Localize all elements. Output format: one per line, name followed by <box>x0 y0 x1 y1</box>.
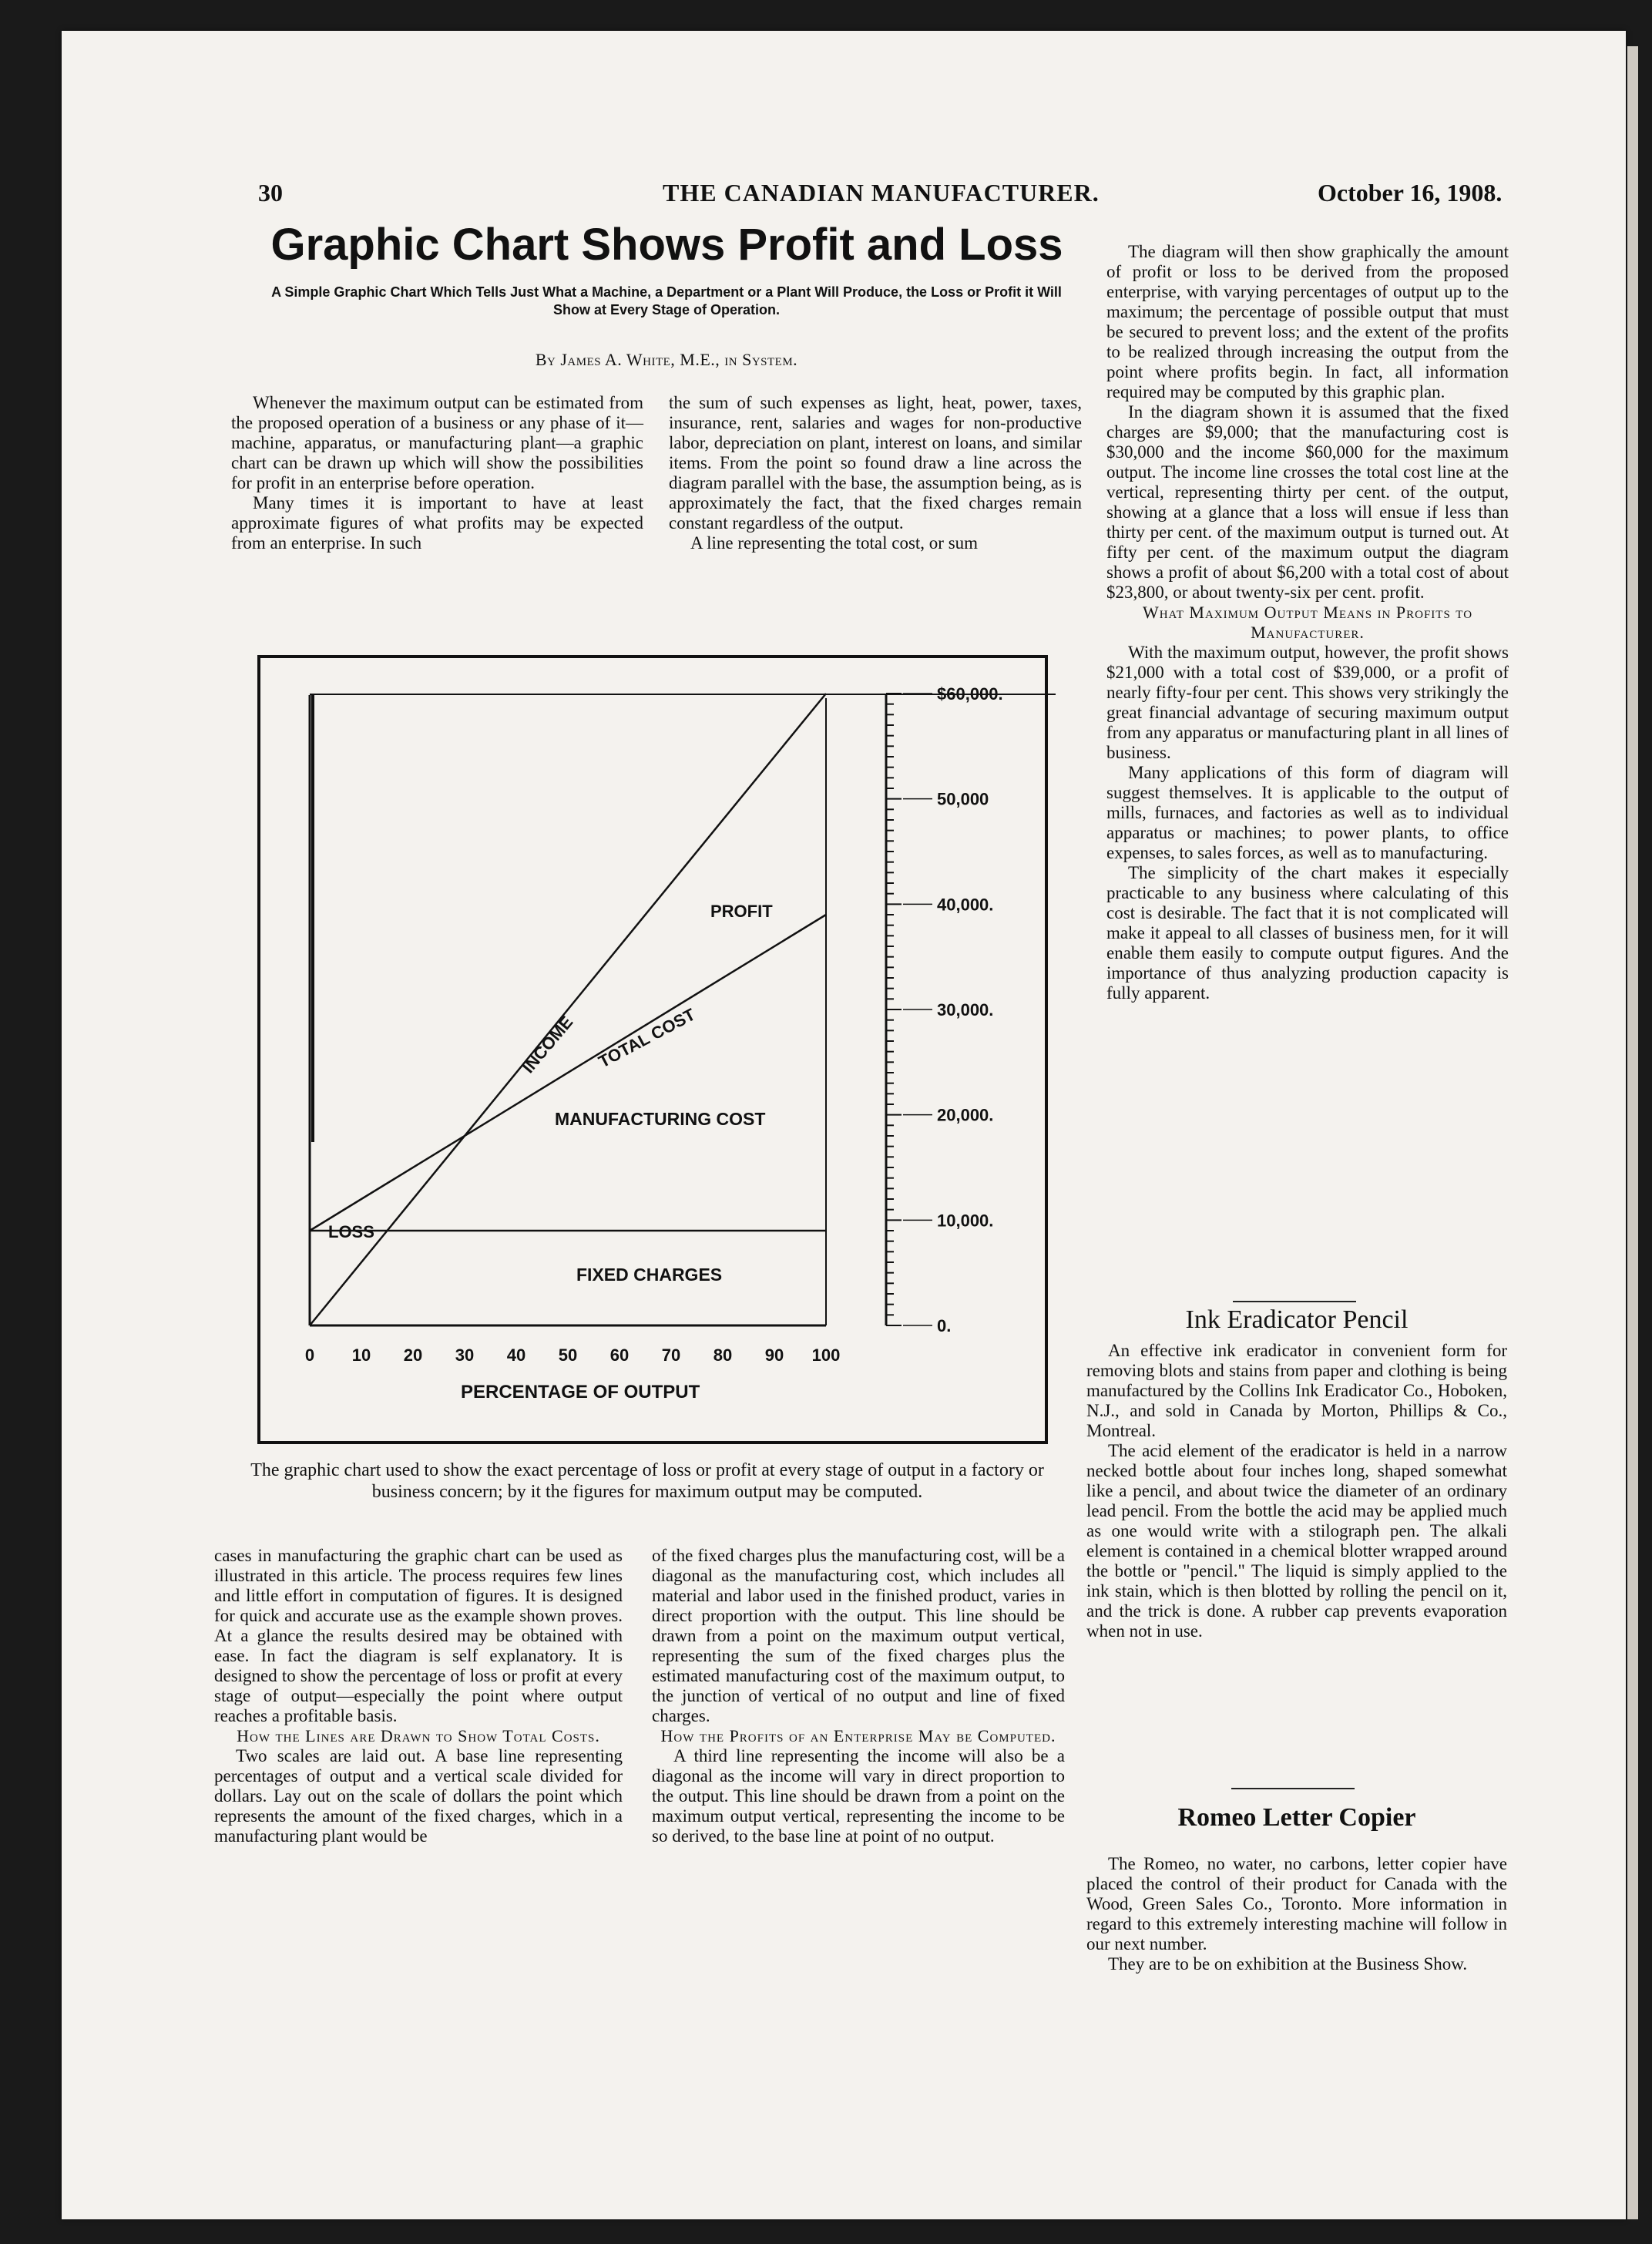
article-byline: By James A. White, M.E., in System. <box>535 350 798 369</box>
x-tick-label: 10 <box>351 1345 371 1365</box>
page-number: 30 <box>258 179 283 207</box>
ink-article-title: Ink Eradicator Pencil <box>1185 1305 1409 1334</box>
y-tick-label: 30,000. <box>937 1000 994 1020</box>
x-tick-label: 0 <box>304 1345 315 1365</box>
y-tick-label: 40,000. <box>937 895 994 915</box>
section-divider <box>1233 1301 1356 1302</box>
section-subhead: How the Lines are Drawn to Show Total Costs. <box>237 1726 600 1745</box>
paragraph: cases in manufacturing the graphic chart can be used as illustrated in this article. The process requires few lines and little effort in computation of figures. It is designed for quick and accurate use as the example shown proves. At a glance the results desired may be obtained with ease. In fact the diagram is self explanatory. It is designed to show the percentage of loss or profit at every stage of output—especially the point where output reaches a profitable basis. <box>214 1546 623 1725</box>
series-label-total-cost: TOTAL COST <box>595 1004 699 1072</box>
paragraph: Two scales are laid out. A base line representing percentages of output and a vertical scale divided for dollars. Lay out on the scale of dollars the point which represents the amount of the fixed charges, which in a manufacturing plant would be <box>214 1746 623 1846</box>
y-tick-label: 10,000. <box>937 1211 994 1231</box>
x-tick-label: 80 <box>713 1345 733 1365</box>
x-tick-label: 40 <box>506 1345 526 1365</box>
column-4 <box>214 1546 623 1846</box>
region-label-loss: LOSS <box>328 1222 374 1241</box>
page-edge <box>1627 46 1638 2219</box>
paragraph: The acid element of the eradicator is held in a narrow necked bottle about four inches long, shaped somewhat like a pencil, and about twice the diameter of an ordinary lead pencil. From the bottle the acid may be applied much as one would write with a stilograph pen. The alkali element is contained in a chemical blotter wrapped around the bottle or "pencil." The liquid is simply applied to the ink stain, which is then blotted by rolling the pencil on it, and the trick is done. A rubber cap prevents evaporation when not in use. <box>1086 1441 1507 1641</box>
profit-loss-chart <box>254 652 1056 1450</box>
paragraph: the sum of such expenses as light, heat, power, taxes, insurance, rent, salaries and wages for non-productive labor, depreciation on plant, interest on loans, and similar items. From the point so found draw a line across the diagram parallel with the base, the assumption being, as is approximately the fact, that the fixed charges remain constant regardless of the output. <box>669 393 1082 532</box>
region-labels <box>328 902 773 1285</box>
section-divider <box>1231 1788 1355 1789</box>
column-3 <box>1106 242 1509 1003</box>
article-title: Graphic Chart Shows Profit and Loss <box>270 220 1063 270</box>
paragraph: The Romeo, no water, no carbons, letter copier have placed the control of their product for Canada with the Wood, Green Sales Co., Toronto. More information in regard to this extremely interesting machine will follow in our next number. <box>1086 1854 1507 1953</box>
x-tick-label: 60 <box>609 1345 630 1365</box>
paragraph: Many applications of this form of diagram will suggest themselves. It is applicable to the output of mills, furnaces, and factories as well as to individual apparatus or machines; to power plants, to office expenses, to sales forces, as well as to manufacturing. <box>1106 763 1509 862</box>
y-tick-label: 50,000 <box>937 789 989 809</box>
column-2 <box>669 393 1082 553</box>
article-subtitle: A Simple Graphic Chart Which Tells Just What a Machine, a Department or a Plant Will Produce, the Loss or Profit it Will Show at Every Stage of Operation. <box>271 284 1062 317</box>
paragraph: An effective ink eradicator in convenient form for removing blots and stains from paper and clothing is being manufactured by the Collins Ink Eradicator Co., Hoboken, N.J., and sold in Canada by Morton, Phillips & Co., Montreal. <box>1086 1341 1507 1440</box>
paragraph: A line representing the total cost, or sum <box>690 533 979 553</box>
x-tick-label: 100 <box>811 1345 841 1365</box>
series-label-income: INCOME <box>518 1012 577 1077</box>
paragraph: Many times it is important to have at least approximate figures of what profits may be expected from an enterprise. In such <box>231 493 643 553</box>
paragraph: The diagram will then show graphically the amount of profit or loss to be derived from the proposed enterprise, with varying percentages of output up to the maximum; the percentage of possible output that must be secured to prevent loss; and the extent of the profits to be realized through increasing the output from the point where profits begin. In fact, all information required may be computed by this graphic plan. <box>1106 242 1509 401</box>
y-tick-label: $60,000. <box>937 684 1003 704</box>
paragraph: In the diagram shown it is assumed that the fixed charges are $9,000; that the manufacturing cost is $30,000 and the income $60,000 for the maximum output. The income line crosses the total cost line at the vertical, representing thirty per cent. of the output, showing at a glance that a loss will ensue if less than thirty per cent. of the maximum output is turned out. At fifty per cent. of the maximum output the diagram shows a profit of about $6,200 with a total cost of about $23,800, or about twenty-six per cent. profit. <box>1106 402 1509 602</box>
y-tick-label: 20,000. <box>937 1105 994 1125</box>
y-tick-label: 0. <box>937 1316 952 1335</box>
region-label-profit: PROFIT <box>710 902 773 921</box>
region-label-fixed-charges: FIXED CHARGES <box>576 1265 723 1285</box>
column-5 <box>652 1546 1065 1846</box>
x-tick-label: 70 <box>661 1345 681 1365</box>
total-cost-line <box>310 915 826 1231</box>
x-tick-label: 30 <box>455 1345 475 1365</box>
paragraph: Whenever the maximum output can be estimated from the proposed operation of a business or any phase of it—machine, apparatus, or manufacturing plant—a graphic chart can be drawn up which will show the possibilities for profit in an enterprise before operation. <box>231 393 643 492</box>
ink-article-body <box>1086 1341 1507 1641</box>
journal-title: THE CANADIAN MANUFACTURER. <box>663 179 1100 207</box>
x-tick-label: 50 <box>558 1345 578 1365</box>
region-label-manufacturing-cost: MANUFACTURING COST <box>555 1109 766 1129</box>
column-1 <box>231 393 643 553</box>
romeo-article-body <box>1086 1854 1507 1974</box>
issue-date: October 16, 1908. <box>1318 179 1503 207</box>
paragraph: of the fixed charges plus the manufacturing cost, will be a diagonal as the manufacturing cost, which includes all material and labor used in the finished product, varies in direct proportion with the output. This line should be drawn from a point on the maximum output vertical, representing the sum of the fixed charges plus the estimated manufacturing cost of the maximum output, to the junction of vertical of no output and line of fixed charges. <box>652 1546 1065 1725</box>
x-tick-label: 90 <box>764 1345 784 1365</box>
paragraph: With the maximum output, however, the profit shows $21,000 with a total cost of $39,000, or a profit of nearly fifty-four per cent. This shows very strikingly the great financial advantage of securing maximum output from any apparatus or manufacturing plant in all lines of business. <box>1106 643 1509 762</box>
section-subhead: What Maximum Output Means in Profits to Manufacturer. <box>1142 603 1473 642</box>
paragraph: The simplicity of the chart makes it especially practicable to any business where calculating of this cost is desirable. The fact that it is not complicated will make it appeal to all classes of business men, for it will enable them easily to compute output figures. And the importance of thus analyzing production capacity is fully apparent. <box>1106 863 1509 1003</box>
paragraph: A third line representing the income will also be a diagonal as the income will vary in direct proportion to the output. This line should be drawn from a point on the maximum output vertical, representing the income to be so derived, to the base line at point of no output. <box>652 1746 1065 1846</box>
x-axis-label: PERCENTAGE OF OUTPUT <box>461 1382 700 1402</box>
x-tick-labels <box>305 1345 840 1365</box>
romeo-article-title: Romeo Letter Copier <box>1177 1803 1416 1832</box>
series-lines <box>310 694 826 1325</box>
paragraph: They are to be on exhibition at the Business Show. <box>1108 1954 1468 1974</box>
section-subhead: How the Profits of an Enterprise May be Computed. <box>660 1726 1056 1745</box>
chart-caption: The graphic chart used to show the exact percentage of loss or profit at every stage of output in a factory or business concern; by it the figures for maximum output may be computed. <box>250 1460 1044 1502</box>
x-tick-label: 20 <box>403 1345 423 1365</box>
chart-svg <box>254 652 1056 1450</box>
y-scale <box>886 684 1003 1335</box>
chart-top-left-stub <box>311 695 314 1142</box>
